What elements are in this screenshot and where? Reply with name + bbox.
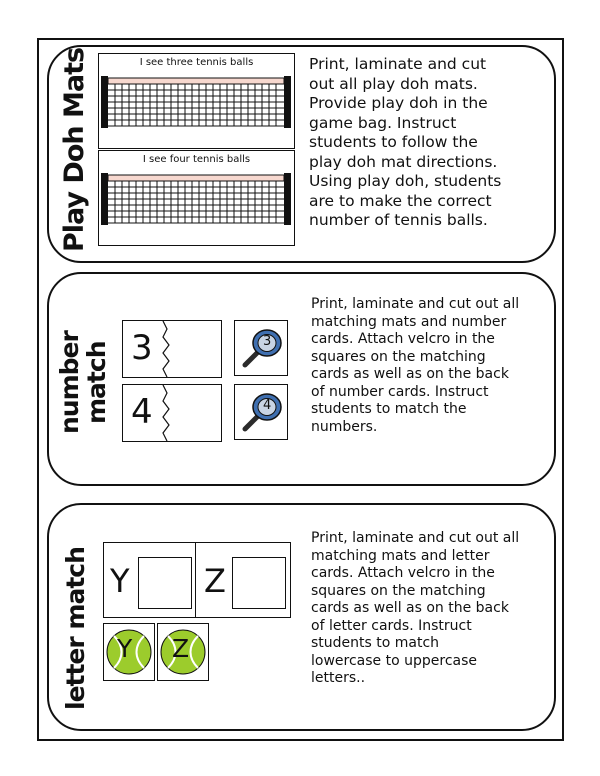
description-line: letters.. xyxy=(311,670,366,686)
description-line: number of tennis balls. xyxy=(309,211,488,229)
racket-card-3 xyxy=(234,320,288,376)
description-line: of letter cards. Instruct xyxy=(311,617,472,634)
number-mat-3 xyxy=(122,320,222,378)
upper-letter: Y xyxy=(110,562,130,600)
card-description xyxy=(311,296,551,436)
racket-number: 4 xyxy=(263,398,272,413)
description-line: Print, laminate and cut out all xyxy=(311,296,520,312)
number-mat-digit: 3 xyxy=(131,328,153,368)
description-line: cards. Attach velcro in the xyxy=(311,565,495,581)
racket-number: 3 xyxy=(263,334,272,349)
ball-card-y xyxy=(103,623,155,681)
upper-letter: Z xyxy=(204,562,226,600)
letter-mat-z xyxy=(195,542,291,618)
description-line: of number cards. Instruct xyxy=(311,383,489,400)
description-line: squares on the matching xyxy=(311,582,486,599)
description-line: matching mats and number xyxy=(311,313,507,330)
card-title-letter-match: letter match xyxy=(61,547,90,710)
description-line: Using play doh, students xyxy=(309,172,502,190)
mat-label-four: I see four tennis balls xyxy=(142,154,251,165)
description-line: are to make the correct xyxy=(309,191,492,210)
description-line: matching mats and letter xyxy=(311,547,490,564)
card-letter-match xyxy=(47,503,556,731)
description-line: students to match xyxy=(311,635,440,651)
description-line: out all play doh mats. xyxy=(309,74,478,93)
description-line: numbers. xyxy=(311,418,378,435)
mat-label-three: I see three tennis balls xyxy=(139,57,254,68)
description-line: students to match the xyxy=(311,401,467,417)
card-title-number: number xyxy=(55,331,84,434)
tennis-net-icon xyxy=(101,173,291,225)
description-line: lowercase to uppercase xyxy=(311,652,477,669)
tennis-racket-icon xyxy=(239,389,283,435)
description-line: Provide play doh in the xyxy=(309,94,488,112)
description-line: cards as well as on the back xyxy=(311,600,509,616)
tennis-racket-icon xyxy=(239,325,283,371)
description-line: cards as well as on the back xyxy=(311,366,509,382)
number-mat-digit: 4 xyxy=(131,392,153,432)
description-line: cards. Attach velcro in the xyxy=(311,331,495,347)
ball-letter: Y xyxy=(117,634,133,663)
velcro-square xyxy=(232,557,286,609)
card-title-match: match xyxy=(82,341,111,424)
play-doh-mat-four xyxy=(98,150,295,246)
tennis-net-icon xyxy=(101,76,291,128)
velcro-square xyxy=(138,557,192,609)
card-description xyxy=(309,55,549,231)
description-line: Print, laminate and cut xyxy=(309,55,487,73)
play-doh-mat-three xyxy=(98,53,295,149)
card-play-doh-mats xyxy=(47,45,556,263)
description-line: Print, laminate and cut out all xyxy=(311,530,520,546)
ball-letter: Z xyxy=(172,634,190,663)
card-description xyxy=(311,530,551,688)
puzzle-cut-line xyxy=(159,385,175,441)
description-line: students to follow the xyxy=(309,133,478,151)
card-title-play-doh-mats: Play Doh Mats xyxy=(59,47,90,252)
racket-card-4 xyxy=(234,384,288,440)
letter-mat-y xyxy=(103,542,197,618)
number-mat-4 xyxy=(122,384,222,442)
puzzle-cut-line xyxy=(159,321,175,377)
ball-card-z xyxy=(157,623,209,681)
description-line: play doh mat directions. xyxy=(309,152,498,171)
description-line: squares on the matching xyxy=(311,348,486,365)
description-line: game bag. Instruct xyxy=(309,113,457,132)
card-number-match xyxy=(47,272,556,486)
